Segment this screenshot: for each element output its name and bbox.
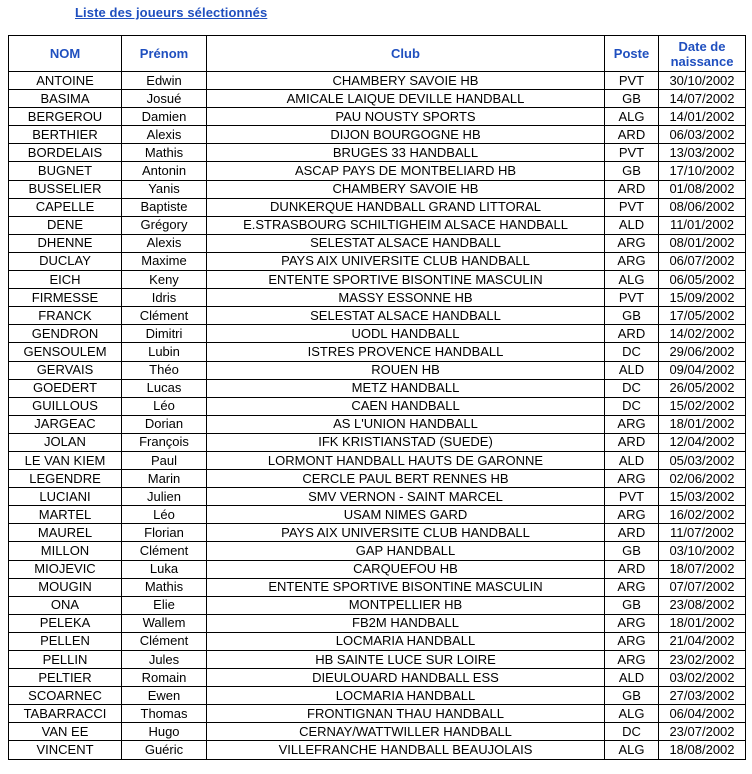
cell-prenom: Clément	[122, 307, 207, 325]
cell-prenom: Théo	[122, 361, 207, 379]
cell-date-naissance: 26/05/2002	[659, 379, 746, 397]
table-row	[9, 614, 746, 632]
cell-nom: GENDRON	[9, 325, 122, 343]
cell-club: PAYS AIX UNIVERSITE CLUB HANDBALL	[207, 252, 605, 270]
cell-date-naissance: 11/01/2002	[659, 216, 746, 234]
cell-poste: ALG	[605, 271, 659, 289]
cell-prenom: Julien	[122, 488, 207, 506]
cell-poste: ARG	[605, 578, 659, 596]
cell-club: GAP HANDBALL	[207, 542, 605, 560]
cell-nom: JOLAN	[9, 433, 122, 451]
cell-poste: DC	[605, 343, 659, 361]
page-title: Liste des joueurs sélectionnés	[75, 5, 268, 20]
cell-poste: GB	[605, 90, 659, 108]
cell-club: BRUGES 33 HANDBALL	[207, 144, 605, 162]
cell-date-naissance: 23/08/2002	[659, 596, 746, 614]
table-row	[9, 415, 746, 433]
cell-club: FB2M HANDBALL	[207, 614, 605, 632]
table-row	[9, 361, 746, 379]
cell-poste: ARD	[605, 524, 659, 542]
cell-club: DUNKERQUE HANDBALL GRAND LITTORAL	[207, 198, 605, 216]
cell-date-naissance: 15/09/2002	[659, 289, 746, 307]
table-row	[9, 180, 746, 198]
cell-nom: BORDELAIS	[9, 144, 122, 162]
table-row	[9, 90, 746, 108]
cell-nom: LUCIANI	[9, 488, 122, 506]
cell-poste: ARD	[605, 180, 659, 198]
cell-club: USAM NIMES GARD	[207, 506, 605, 524]
cell-club: PAU NOUSTY SPORTS	[207, 108, 605, 126]
cell-nom: GENSOULEM	[9, 343, 122, 361]
cell-date-naissance: 27/03/2002	[659, 687, 746, 705]
cell-nom: JARGEAC	[9, 415, 122, 433]
cell-nom: DHENNE	[9, 234, 122, 252]
table-row	[9, 108, 746, 126]
cell-prenom: Mathis	[122, 144, 207, 162]
cell-nom: LE VAN KIEM	[9, 451, 122, 469]
cell-poste: ALG	[605, 741, 659, 759]
table-row	[9, 144, 746, 162]
cell-club: SMV VERNON - SAINT MARCEL	[207, 488, 605, 506]
cell-date-naissance: 17/10/2002	[659, 162, 746, 180]
cell-prenom: Josué	[122, 90, 207, 108]
cell-date-naissance: 13/03/2002	[659, 144, 746, 162]
cell-date-naissance: 18/01/2002	[659, 415, 746, 433]
cell-club: CHAMBERY SAVOIE HB	[207, 72, 605, 90]
table-row	[9, 524, 746, 542]
cell-prenom: Léo	[122, 397, 207, 415]
cell-nom: GOEDERT	[9, 379, 122, 397]
cell-nom: TABARRACCI	[9, 705, 122, 723]
cell-nom: PELLIN	[9, 651, 122, 669]
cell-nom: BERTHIER	[9, 126, 122, 144]
cell-poste: ARG	[605, 614, 659, 632]
cell-poste: ALD	[605, 361, 659, 379]
cell-prenom: Damien	[122, 108, 207, 126]
cell-club: CERNAY/WATTWILLER HANDBALL	[207, 723, 605, 741]
cell-club: DIEULOUARD HANDBALL ESS	[207, 669, 605, 687]
cell-prenom: Lucas	[122, 379, 207, 397]
cell-club: CERCLE PAUL BERT RENNES HB	[207, 470, 605, 488]
cell-nom: FRANCK	[9, 307, 122, 325]
cell-date-naissance: 30/10/2002	[659, 72, 746, 90]
table-row	[9, 216, 746, 234]
cell-nom: ANTOINE	[9, 72, 122, 90]
cell-club: METZ HANDBALL	[207, 379, 605, 397]
cell-date-naissance: 18/08/2002	[659, 741, 746, 759]
cell-club: CARQUEFOU HB	[207, 560, 605, 578]
cell-nom: VAN EE	[9, 723, 122, 741]
cell-club: ENTENTE SPORTIVE BISONTINE MASCULIN	[207, 578, 605, 596]
cell-nom: PELTIER	[9, 669, 122, 687]
cell-prenom: Marin	[122, 470, 207, 488]
cell-date-naissance: 15/02/2002	[659, 397, 746, 415]
cell-club: MONTPELLIER HB	[207, 596, 605, 614]
table-row	[9, 542, 746, 560]
cell-poste: ARG	[605, 470, 659, 488]
cell-date-naissance: 11/07/2002	[659, 524, 746, 542]
table-row	[9, 560, 746, 578]
cell-date-naissance: 08/06/2002	[659, 198, 746, 216]
cell-club: HB SAINTE LUCE SUR LOIRE	[207, 651, 605, 669]
cell-date-naissance: 02/06/2002	[659, 470, 746, 488]
table-row	[9, 632, 746, 650]
cell-nom: BUGNET	[9, 162, 122, 180]
cell-poste: DC	[605, 379, 659, 397]
cell-date-naissance: 06/04/2002	[659, 705, 746, 723]
cell-date-naissance: 21/04/2002	[659, 632, 746, 650]
cell-poste: GB	[605, 162, 659, 180]
cell-prenom: Florian	[122, 524, 207, 542]
table-row	[9, 271, 746, 289]
cell-nom: ONA	[9, 596, 122, 614]
table-row	[9, 234, 746, 252]
cell-nom: DENE	[9, 216, 122, 234]
table-row	[9, 470, 746, 488]
cell-date-naissance: 18/07/2002	[659, 560, 746, 578]
cell-date-naissance: 23/07/2002	[659, 723, 746, 741]
cell-prenom: Mathis	[122, 578, 207, 596]
cell-date-naissance: 14/02/2002	[659, 325, 746, 343]
cell-date-naissance: 03/02/2002	[659, 669, 746, 687]
cell-prenom: Ewen	[122, 687, 207, 705]
cell-poste: ARG	[605, 506, 659, 524]
cell-poste: PVT	[605, 72, 659, 90]
cell-prenom: Yanis	[122, 180, 207, 198]
cell-poste: ARG	[605, 252, 659, 270]
cell-prenom: Clément	[122, 632, 207, 650]
cell-nom: BASIMA	[9, 90, 122, 108]
cell-prenom: François	[122, 433, 207, 451]
cell-club: IFK KRISTIANSTAD (SUEDE)	[207, 433, 605, 451]
cell-nom: GUILLOUS	[9, 397, 122, 415]
table-row	[9, 506, 746, 524]
cell-poste: GB	[605, 596, 659, 614]
cell-date-naissance: 23/02/2002	[659, 651, 746, 669]
cell-date-naissance: 06/07/2002	[659, 252, 746, 270]
cell-date-naissance: 15/03/2002	[659, 488, 746, 506]
cell-nom: FIRMESSE	[9, 289, 122, 307]
cell-club: E.STRASBOURG SCHILTIGHEIM ALSACE HANDBALL	[207, 216, 605, 234]
cell-date-naissance: 03/10/2002	[659, 542, 746, 560]
cell-nom: MIOJEVIC	[9, 560, 122, 578]
cell-club: FRONTIGNAN THAU HANDBALL	[207, 705, 605, 723]
cell-prenom: Antonin	[122, 162, 207, 180]
table-row	[9, 126, 746, 144]
cell-date-naissance: 16/02/2002	[659, 506, 746, 524]
cell-club: DIJON BOURGOGNE HB	[207, 126, 605, 144]
cell-date-naissance: 14/07/2002	[659, 90, 746, 108]
cell-nom: LEGENDRE	[9, 470, 122, 488]
table-row	[9, 596, 746, 614]
cell-poste: ARD	[605, 325, 659, 343]
cell-date-naissance: 01/08/2002	[659, 180, 746, 198]
cell-club: ASCAP PAYS DE MONTBELIARD HB	[207, 162, 605, 180]
cell-prenom: Dorian	[122, 415, 207, 433]
cell-club: ENTENTE SPORTIVE BISONTINE MASCULIN	[207, 271, 605, 289]
cell-poste: PVT	[605, 144, 659, 162]
cell-prenom: Hugo	[122, 723, 207, 741]
table-header-row	[9, 36, 746, 72]
cell-date-naissance: 18/01/2002	[659, 614, 746, 632]
cell-nom: GERVAIS	[9, 361, 122, 379]
cell-poste: ALG	[605, 705, 659, 723]
cell-prenom: Jules	[122, 651, 207, 669]
cell-club: SELESTAT ALSACE HANDBALL	[207, 307, 605, 325]
cell-nom: PELLEN	[9, 632, 122, 650]
table-row	[9, 162, 746, 180]
cell-prenom: Thomas	[122, 705, 207, 723]
cell-date-naissance: 14/01/2002	[659, 108, 746, 126]
cell-date-naissance: 06/05/2002	[659, 271, 746, 289]
table-row	[9, 488, 746, 506]
cell-club: PAYS AIX UNIVERSITE CLUB HANDBALL	[207, 524, 605, 542]
cell-poste: ARD	[605, 560, 659, 578]
cell-club: VILLEFRANCHE HANDBALL BEAUJOLAIS	[207, 741, 605, 759]
table-row	[9, 723, 746, 741]
cell-prenom: Guéric	[122, 741, 207, 759]
cell-prenom: Clément	[122, 542, 207, 560]
cell-nom: MARTEL	[9, 506, 122, 524]
table-row	[9, 343, 746, 361]
table-row	[9, 433, 746, 451]
cell-date-naissance: 07/07/2002	[659, 578, 746, 596]
cell-club: UODL HANDBALL	[207, 325, 605, 343]
column-header-date-naissance: Date de naissance	[659, 36, 746, 72]
cell-club: AS L'UNION HANDBALL	[207, 415, 605, 433]
cell-nom: EICH	[9, 271, 122, 289]
cell-prenom: Dimitri	[122, 325, 207, 343]
cell-nom: VINCENT	[9, 741, 122, 759]
cell-nom: MOUGIN	[9, 578, 122, 596]
cell-club: LORMONT HANDBALL HAUTS DE GARONNE	[207, 451, 605, 469]
cell-prenom: Léo	[122, 506, 207, 524]
cell-date-naissance: 12/04/2002	[659, 433, 746, 451]
table-row	[9, 307, 746, 325]
table-row	[9, 651, 746, 669]
table-row	[9, 379, 746, 397]
cell-poste: ALD	[605, 669, 659, 687]
cell-prenom: Keny	[122, 271, 207, 289]
players-table	[8, 35, 746, 760]
cell-date-naissance: 08/01/2002	[659, 234, 746, 252]
cell-date-naissance: 06/03/2002	[659, 126, 746, 144]
cell-nom: SCOARNEC	[9, 687, 122, 705]
cell-poste: ALG	[605, 108, 659, 126]
column-header-poste: Poste	[605, 36, 659, 72]
cell-poste: ARD	[605, 433, 659, 451]
table-row	[9, 687, 746, 705]
table-row	[9, 325, 746, 343]
cell-prenom: Baptiste	[122, 198, 207, 216]
table-row	[9, 741, 746, 759]
cell-club: CAEN HANDBALL	[207, 397, 605, 415]
cell-prenom: Luka	[122, 560, 207, 578]
cell-nom: MAUREL	[9, 524, 122, 542]
table-row	[9, 72, 746, 90]
table-row	[9, 451, 746, 469]
column-header-club: Club	[207, 36, 605, 72]
cell-poste: PVT	[605, 198, 659, 216]
cell-prenom: Grégory	[122, 216, 207, 234]
cell-nom: BUSSELIER	[9, 180, 122, 198]
cell-poste: DC	[605, 723, 659, 741]
cell-date-naissance: 29/06/2002	[659, 343, 746, 361]
cell-club: LOCMARIA HANDBALL	[207, 632, 605, 650]
cell-prenom: Wallem	[122, 614, 207, 632]
cell-poste: DC	[605, 397, 659, 415]
cell-club: ISTRES PROVENCE HANDBALL	[207, 343, 605, 361]
cell-poste: ARD	[605, 126, 659, 144]
cell-poste: ARG	[605, 415, 659, 433]
cell-prenom: Alexis	[122, 234, 207, 252]
cell-date-naissance: 05/03/2002	[659, 451, 746, 469]
cell-prenom: Edwin	[122, 72, 207, 90]
table-row	[9, 198, 746, 216]
cell-poste: GB	[605, 687, 659, 705]
cell-nom: PELEKA	[9, 614, 122, 632]
table-row	[9, 578, 746, 596]
cell-poste: ARG	[605, 651, 659, 669]
cell-poste: ARG	[605, 632, 659, 650]
cell-poste: PVT	[605, 289, 659, 307]
cell-prenom: Elie	[122, 596, 207, 614]
cell-date-naissance: 09/04/2002	[659, 361, 746, 379]
cell-nom: CAPELLE	[9, 198, 122, 216]
cell-nom: BERGEROU	[9, 108, 122, 126]
cell-poste: ALD	[605, 451, 659, 469]
cell-club: ROUEN HB	[207, 361, 605, 379]
cell-prenom: Paul	[122, 451, 207, 469]
cell-prenom: Maxime	[122, 252, 207, 270]
cell-prenom: Romain	[122, 669, 207, 687]
cell-nom: DUCLAY	[9, 252, 122, 270]
cell-poste: GB	[605, 307, 659, 325]
cell-club: MASSY ESSONNE HB	[207, 289, 605, 307]
cell-poste: PVT	[605, 488, 659, 506]
cell-poste: GB	[605, 542, 659, 560]
table-row	[9, 289, 746, 307]
cell-poste: ALD	[605, 216, 659, 234]
column-header-prenom: Prénom	[122, 36, 207, 72]
cell-prenom: Alexis	[122, 126, 207, 144]
table-row	[9, 397, 746, 415]
cell-poste: ARG	[605, 234, 659, 252]
table-row	[9, 705, 746, 723]
cell-date-naissance: 17/05/2002	[659, 307, 746, 325]
cell-club: SELESTAT ALSACE HANDBALL	[207, 234, 605, 252]
cell-club: CHAMBERY SAVOIE HB	[207, 180, 605, 198]
table-row	[9, 252, 746, 270]
table-row	[9, 669, 746, 687]
cell-prenom: Lubin	[122, 343, 207, 361]
cell-nom: MILLON	[9, 542, 122, 560]
column-header-nom: NOM	[9, 36, 122, 72]
cell-club: AMICALE LAIQUE DEVILLE HANDBALL	[207, 90, 605, 108]
cell-prenom: Idris	[122, 289, 207, 307]
cell-club: LOCMARIA HANDBALL	[207, 687, 605, 705]
